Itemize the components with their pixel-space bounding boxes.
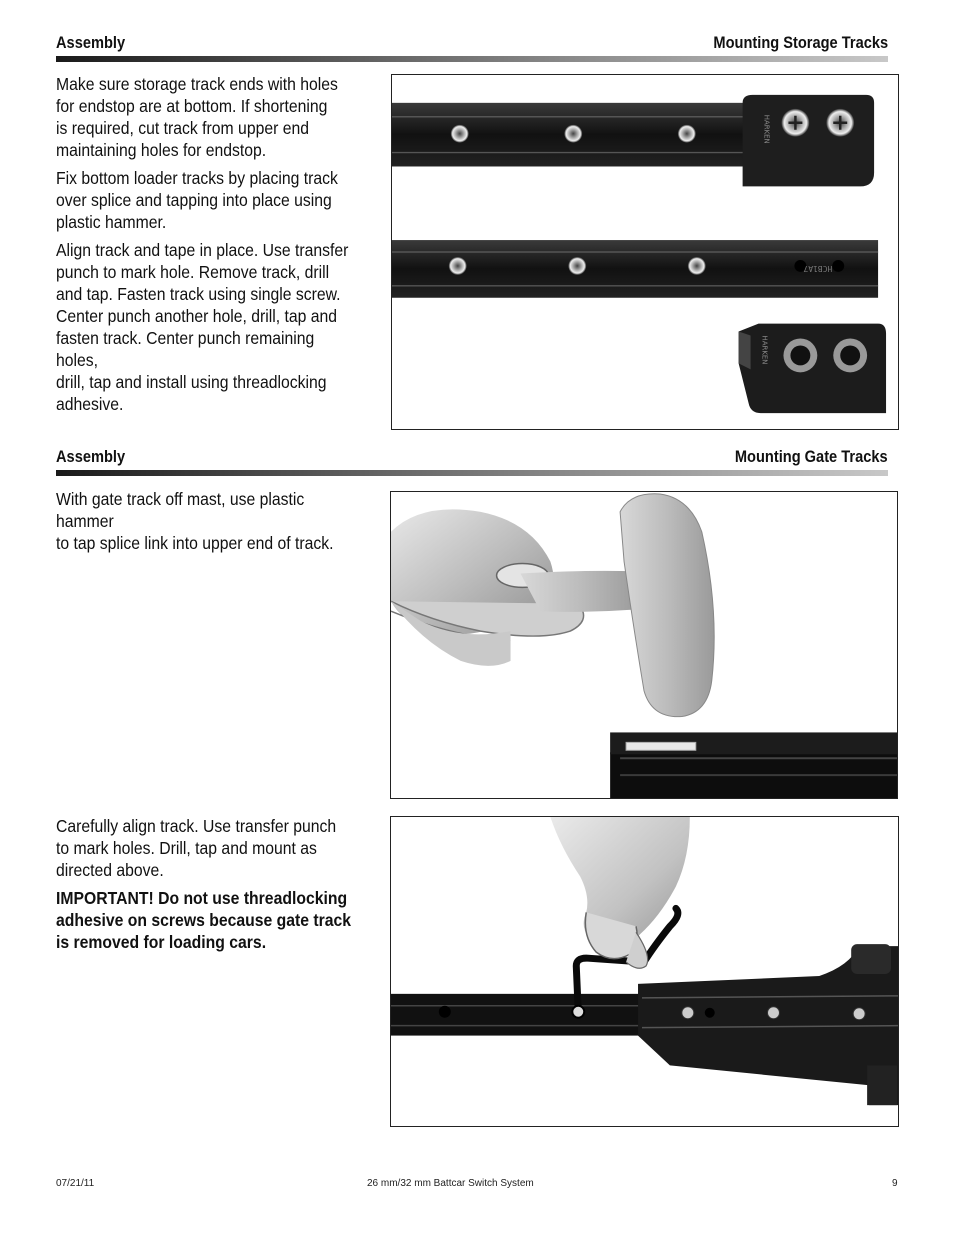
hammer-head [620,494,714,717]
storage-instructions [56,73,386,421]
section-divider [56,470,888,476]
section-title-right: Mounting Storage Tracks [713,33,888,52]
screw-hole-icon [853,1008,865,1020]
screw-hole-icon [688,257,706,275]
gate-instructions-2 [56,815,386,959]
section-title-left: Assembly [56,447,126,466]
screw-hole-icon [768,1007,780,1019]
harken-logo-upper: HARKEN [762,114,771,144]
storage-track-photo [391,74,899,430]
storage-track-illustration [392,75,898,429]
endstop-block-upper [743,95,874,186]
screw-hole-icon [564,125,582,143]
section-header-gate [56,447,888,467]
screw-hole-icon [568,257,586,275]
hole-icon [439,1006,451,1018]
page-number: 9 [892,1178,898,1189]
footer-title: 26 mm/32 mm Battcar Switch System [367,1178,534,1189]
screw-hole-icon [678,125,696,143]
hex-key-illustration [391,817,898,1126]
section-header-storage [56,33,888,53]
screw-hole-icon [451,125,469,143]
screw-hole-icon [682,1007,694,1019]
instruction-paragraph: Fix bottom loader tracks by placing track over splice and tapping into place using plastic hammer. [56,168,338,232]
instruction-paragraph: Align track and tape in place. Use transfer punch to mark hole. Remove track, drill and tap. Fasten track using single screw. Center punch another hole, drill, tap and fasten track. Center punch remaining holes, drill, tap and install using threadlocking adhesive. [56,240,349,414]
harken-logo-lower: HARKEN [760,335,769,365]
hammer-handle [520,571,640,612]
endstop-hole-icon [832,260,844,272]
instruction-paragraph: With gate track off mast, use plastic hammer to tap splice link into upper end of track. [56,489,334,553]
splice-link [626,742,696,750]
instruction-paragraph: Carefully align track. Use transfer punch to mark holes. Drill, tap and mount as directed above. [56,816,337,880]
section-title-left: Assembly [56,33,126,52]
section-title-right: Mounting Gate Tracks [735,447,888,466]
footer-date: 07/21/11 [56,1178,95,1189]
screw-hole-icon [449,257,467,275]
instruction-paragraph: Make sure storage track ends with holes for endstop are at bottom. If shortening is required, cut track from upper end maintaining holes for endstop. [56,74,338,160]
hammer-illustration [391,492,897,798]
important-warning: IMPORTANT! Do not use threadlocking adhesive on screws because gate track is removed for loading cars. [56,888,352,952]
hammer-splice-photo [390,491,898,799]
section-divider [56,56,888,62]
part-number-label: HCB1A7 [803,263,833,273]
hex-key-photo [390,816,899,1127]
gate-instructions-1 [56,488,386,560]
